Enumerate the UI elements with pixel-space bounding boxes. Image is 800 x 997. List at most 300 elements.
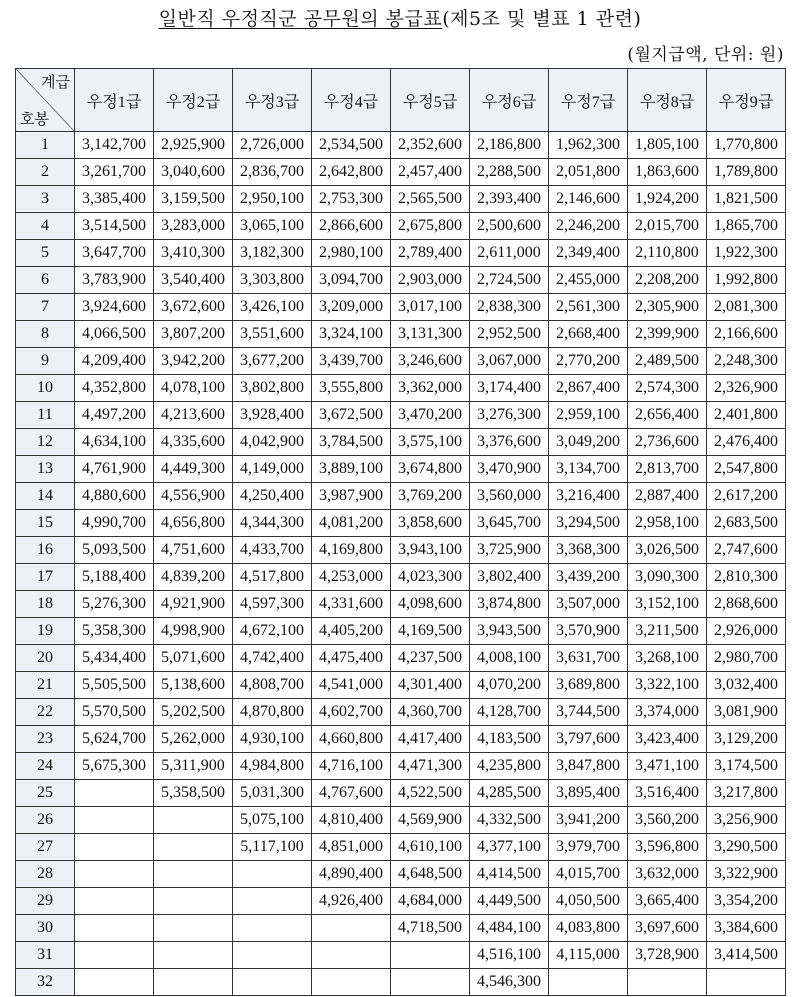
salary-cell: 2,547,800 — [707, 456, 786, 483]
corner-header — [16, 69, 75, 132]
salary-cell: 3,570,900 — [549, 618, 628, 645]
salary-cell: 2,305,900 — [628, 294, 707, 321]
salary-cell: 2,561,300 — [549, 294, 628, 321]
table-row — [16, 699, 786, 726]
table-row — [16, 888, 786, 915]
salary-cell: 2,675,800 — [391, 213, 470, 240]
salary-cell: 3,943,100 — [391, 537, 470, 564]
salary-cell: 3,784,500 — [312, 429, 391, 456]
salary-cell: 2,726,000 — [233, 132, 312, 159]
corner-grade-label: 계급 — [41, 75, 70, 91]
salary-cell: 3,423,400 — [628, 726, 707, 753]
salary-cell: 3,426,100 — [233, 294, 312, 321]
salary-cell: 2,489,500 — [628, 348, 707, 375]
table-row — [16, 510, 786, 537]
salary-cell: 2,980,100 — [312, 240, 391, 267]
salary-cell: 4,115,000 — [549, 942, 628, 969]
column-header: 우정3급 — [233, 69, 312, 132]
salary-cell: 3,017,100 — [391, 294, 470, 321]
salary-cell: 3,362,000 — [391, 375, 470, 402]
salary-cell: 3,928,400 — [233, 402, 312, 429]
salary-cell: 4,660,800 — [312, 726, 391, 753]
salary-cell — [75, 834, 154, 861]
table-row — [16, 753, 786, 780]
salary-cell: 2,457,400 — [391, 159, 470, 186]
salary-cell: 4,285,500 — [470, 780, 549, 807]
salary-cell: 3,943,500 — [470, 618, 549, 645]
salary-cell: 3,575,100 — [391, 429, 470, 456]
salary-cell: 4,335,600 — [154, 429, 233, 456]
step-cell: 7 — [16, 294, 75, 321]
salary-cell: 4,042,900 — [233, 429, 312, 456]
salary-cell — [154, 942, 233, 969]
table-row — [16, 564, 786, 591]
salary-cell: 4,716,100 — [312, 753, 391, 780]
salary-cell: 1,805,100 — [628, 132, 707, 159]
salary-cell: 2,980,700 — [707, 645, 786, 672]
salary-cell: 2,399,900 — [628, 321, 707, 348]
salary-cell: 4,597,300 — [233, 591, 312, 618]
salary-cell: 2,868,600 — [707, 591, 786, 618]
salary-cell: 4,301,400 — [391, 672, 470, 699]
table-row — [16, 942, 786, 969]
step-cell: 4 — [16, 213, 75, 240]
salary-cell: 3,374,000 — [628, 699, 707, 726]
salary-cell: 3,414,500 — [707, 942, 786, 969]
salary-cell: 2,208,200 — [628, 267, 707, 294]
table-row — [16, 456, 786, 483]
table-row — [16, 402, 786, 429]
salary-cell: 3,560,000 — [470, 483, 549, 510]
salary-cell: 4,169,800 — [312, 537, 391, 564]
salary-cell: 5,624,700 — [75, 726, 154, 753]
salary-cell: 3,385,400 — [75, 186, 154, 213]
salary-cell: 5,031,300 — [233, 780, 312, 807]
salary-cell — [154, 861, 233, 888]
salary-cell: 4,405,200 — [312, 618, 391, 645]
salary-cell: 4,414,500 — [470, 861, 549, 888]
salary-cell — [312, 915, 391, 942]
salary-cell: 4,169,500 — [391, 618, 470, 645]
salary-cell: 4,810,400 — [312, 807, 391, 834]
salary-cell: 4,516,100 — [470, 942, 549, 969]
salary-cell: 3,674,800 — [391, 456, 470, 483]
salary-cell: 5,093,500 — [75, 537, 154, 564]
table-row — [16, 375, 786, 402]
salary-cell: 2,952,500 — [470, 321, 549, 348]
salary-cell: 3,987,900 — [312, 483, 391, 510]
step-cell: 25 — [16, 780, 75, 807]
salary-cell: 2,810,300 — [707, 564, 786, 591]
salary-cell: 4,008,100 — [470, 645, 549, 672]
salary-cell: 3,858,600 — [391, 510, 470, 537]
salary-cell — [233, 915, 312, 942]
salary-cell: 1,770,800 — [707, 132, 786, 159]
table-row — [16, 618, 786, 645]
salary-cell: 3,769,200 — [391, 483, 470, 510]
salary-cell: 3,368,300 — [549, 537, 628, 564]
salary-cell: 4,808,700 — [233, 672, 312, 699]
salary-cell: 4,253,000 — [312, 564, 391, 591]
salary-cell: 3,941,200 — [549, 807, 628, 834]
salary-cell: 3,596,800 — [628, 834, 707, 861]
salary-cell: 4,237,500 — [391, 645, 470, 672]
salary-cell — [312, 942, 391, 969]
salary-cell: 4,083,800 — [549, 915, 628, 942]
salary-cell: 1,922,300 — [707, 240, 786, 267]
salary-cell: 1,863,600 — [628, 159, 707, 186]
salary-cell: 1,992,800 — [707, 267, 786, 294]
salary-cell: 5,311,900 — [154, 753, 233, 780]
salary-cell: 3,134,700 — [549, 456, 628, 483]
salary-cell: 3,540,400 — [154, 267, 233, 294]
salary-cell: 4,610,100 — [391, 834, 470, 861]
salary-cell: 4,851,000 — [312, 834, 391, 861]
salary-cell: 4,050,500 — [549, 888, 628, 915]
salary-cell: 3,142,700 — [75, 132, 154, 159]
salary-cell — [75, 807, 154, 834]
salary-cell: 5,358,300 — [75, 618, 154, 645]
salary-cell: 2,393,400 — [470, 186, 549, 213]
table-row — [16, 591, 786, 618]
salary-cell: 3,689,800 — [549, 672, 628, 699]
column-header: 우정9급 — [707, 69, 786, 132]
salary-cell — [154, 888, 233, 915]
salary-cell: 4,015,700 — [549, 861, 628, 888]
salary-cell: 3,507,000 — [549, 591, 628, 618]
salary-cell: 5,570,500 — [75, 699, 154, 726]
salary-cell: 3,665,400 — [628, 888, 707, 915]
salary-cell: 2,051,800 — [549, 159, 628, 186]
salary-cell: 3,672,500 — [312, 402, 391, 429]
salary-cell: 4,546,300 — [470, 969, 549, 996]
salary-cell: 3,067,000 — [470, 348, 549, 375]
table-row — [16, 807, 786, 834]
salary-cell: 5,675,300 — [75, 753, 154, 780]
salary-cell: 3,283,000 — [154, 213, 233, 240]
salary-cell — [75, 942, 154, 969]
corner-step-label: 호봉 — [20, 112, 49, 128]
step-cell: 18 — [16, 591, 75, 618]
salary-cell: 4,377,100 — [470, 834, 549, 861]
salary-cell: 2,753,300 — [312, 186, 391, 213]
salary-cell: 5,075,100 — [233, 807, 312, 834]
salary-cell: 4,751,600 — [154, 537, 233, 564]
step-cell: 9 — [16, 348, 75, 375]
salary-cell: 3,631,700 — [549, 645, 628, 672]
salary-cell: 3,261,700 — [75, 159, 154, 186]
step-cell: 29 — [16, 888, 75, 915]
salary-cell: 2,146,600 — [549, 186, 628, 213]
salary-cell: 3,514,500 — [75, 213, 154, 240]
salary-cell: 4,880,600 — [75, 483, 154, 510]
salary-cell: 2,903,000 — [391, 267, 470, 294]
salary-cell — [233, 888, 312, 915]
salary-cell: 2,724,500 — [470, 267, 549, 294]
salary-cell: 2,867,400 — [549, 375, 628, 402]
salary-cell: 5,358,500 — [154, 780, 233, 807]
salary-cell: 3,728,900 — [628, 942, 707, 969]
step-cell: 26 — [16, 807, 75, 834]
salary-cell — [233, 861, 312, 888]
salary-cell: 3,129,200 — [707, 726, 786, 753]
salary-cell: 4,209,400 — [75, 348, 154, 375]
salary-cell: 2,611,000 — [470, 240, 549, 267]
salary-cell — [75, 969, 154, 996]
salary-cell: 3,889,100 — [312, 456, 391, 483]
salary-cell: 2,186,800 — [470, 132, 549, 159]
salary-cell: 4,070,200 — [470, 672, 549, 699]
salary-cell: 2,326,900 — [707, 375, 786, 402]
salary-cell: 2,866,600 — [312, 213, 391, 240]
salary-cell: 4,522,500 — [391, 780, 470, 807]
salary-cell — [391, 969, 470, 996]
salary-cell: 3,322,100 — [628, 672, 707, 699]
salary-cell: 4,128,700 — [470, 699, 549, 726]
salary-cell: 4,648,500 — [391, 861, 470, 888]
salary-cell: 4,497,200 — [75, 402, 154, 429]
salary-cell: 4,718,500 — [391, 915, 470, 942]
salary-cell: 2,500,600 — [470, 213, 549, 240]
salary-cell: 3,276,300 — [470, 402, 549, 429]
salary-cell: 3,439,200 — [549, 564, 628, 591]
salary-cell: 3,384,600 — [707, 915, 786, 942]
salary-cell: 2,736,600 — [628, 429, 707, 456]
salary-cell: 4,990,700 — [75, 510, 154, 537]
salary-cell — [75, 861, 154, 888]
salary-cell: 4,742,400 — [233, 645, 312, 672]
salary-cell: 3,217,800 — [707, 780, 786, 807]
unit-note: (월지급액, 단위: 원) — [627, 45, 784, 65]
step-cell: 8 — [16, 321, 75, 348]
salary-cell: 4,352,800 — [75, 375, 154, 402]
salary-cell: 4,066,500 — [75, 321, 154, 348]
salary-cell: 2,534,500 — [312, 132, 391, 159]
table-row — [16, 213, 786, 240]
table-row — [16, 834, 786, 861]
salary-cell: 2,747,600 — [707, 537, 786, 564]
step-cell: 23 — [16, 726, 75, 753]
salary-cell: 2,836,700 — [233, 159, 312, 186]
table-row — [16, 321, 786, 348]
salary-cell: 3,895,400 — [549, 780, 628, 807]
salary-cell: 2,813,700 — [628, 456, 707, 483]
salary-cell: 5,434,400 — [75, 645, 154, 672]
salary-cell: 4,926,400 — [312, 888, 391, 915]
salary-cell: 2,248,300 — [707, 348, 786, 375]
salary-cell: 2,476,400 — [707, 429, 786, 456]
salary-cell: 4,998,900 — [154, 618, 233, 645]
salary-cell: 4,449,300 — [154, 456, 233, 483]
salary-cell: 3,470,200 — [391, 402, 470, 429]
table-row — [16, 726, 786, 753]
salary-cell: 4,433,700 — [233, 537, 312, 564]
salary-cell: 3,049,200 — [549, 429, 628, 456]
salary-cell: 3,410,300 — [154, 240, 233, 267]
salary-cell: 2,246,200 — [549, 213, 628, 240]
salary-cell: 2,565,500 — [391, 186, 470, 213]
salary-cell: 4,235,800 — [470, 753, 549, 780]
salary-cell: 4,250,400 — [233, 483, 312, 510]
salary-cell: 3,677,200 — [233, 348, 312, 375]
salary-cell: 4,517,800 — [233, 564, 312, 591]
salary-cell: 3,182,300 — [233, 240, 312, 267]
salary-cell: 4,475,400 — [312, 645, 391, 672]
salary-cell — [628, 969, 707, 996]
table-row — [16, 429, 786, 456]
salary-cell: 4,672,100 — [233, 618, 312, 645]
salary-table — [15, 68, 786, 996]
salary-cell — [549, 969, 628, 996]
salary-cell: 3,672,600 — [154, 294, 233, 321]
step-cell: 17 — [16, 564, 75, 591]
salary-cell: 4,360,700 — [391, 699, 470, 726]
salary-cell: 1,821,500 — [707, 186, 786, 213]
salary-cell: 3,174,500 — [707, 753, 786, 780]
salary-cell: 3,807,200 — [154, 321, 233, 348]
salary-cell: 3,211,500 — [628, 618, 707, 645]
table-row — [16, 240, 786, 267]
salary-cell: 3,324,100 — [312, 321, 391, 348]
salary-cell: 3,645,700 — [470, 510, 549, 537]
salary-cell: 2,642,800 — [312, 159, 391, 186]
column-header: 우정7급 — [549, 69, 628, 132]
salary-cell: 3,090,300 — [628, 564, 707, 591]
step-cell: 10 — [16, 375, 75, 402]
salary-cell: 3,322,900 — [707, 861, 786, 888]
title-suffix: (제5조 및 별표 1 관련) — [442, 8, 642, 30]
table-row — [16, 537, 786, 564]
table-row — [16, 969, 786, 996]
salary-cell: 4,569,900 — [391, 807, 470, 834]
step-cell: 2 — [16, 159, 75, 186]
salary-cell: 3,874,800 — [470, 591, 549, 618]
step-cell: 31 — [16, 942, 75, 969]
salary-cell: 3,560,200 — [628, 807, 707, 834]
salary-cell: 3,065,100 — [233, 213, 312, 240]
salary-cell: 2,574,300 — [628, 375, 707, 402]
table-row — [16, 348, 786, 375]
salary-cell: 4,417,400 — [391, 726, 470, 753]
salary-cell: 2,349,400 — [549, 240, 628, 267]
step-cell: 15 — [16, 510, 75, 537]
salary-cell: 4,839,200 — [154, 564, 233, 591]
table-row — [16, 483, 786, 510]
step-cell: 6 — [16, 267, 75, 294]
document-title — [0, 4, 800, 31]
salary-cell: 3,216,400 — [549, 483, 628, 510]
salary-cell: 3,471,100 — [628, 753, 707, 780]
salary-cell: 3,439,700 — [312, 348, 391, 375]
step-cell: 14 — [16, 483, 75, 510]
table-row — [16, 267, 786, 294]
salary-cell: 4,634,100 — [75, 429, 154, 456]
salary-cell: 2,656,400 — [628, 402, 707, 429]
salary-cell — [391, 942, 470, 969]
salary-cell — [233, 969, 312, 996]
salary-cell: 5,262,000 — [154, 726, 233, 753]
salary-cell: 4,984,800 — [233, 753, 312, 780]
salary-cell: 2,015,700 — [628, 213, 707, 240]
table-body — [16, 132, 786, 996]
salary-cell: 4,213,600 — [154, 402, 233, 429]
salary-cell: 2,925,900 — [154, 132, 233, 159]
salary-cell: 4,098,600 — [391, 591, 470, 618]
salary-cell — [154, 834, 233, 861]
salary-cell: 2,789,400 — [391, 240, 470, 267]
salary-cell: 4,870,800 — [233, 699, 312, 726]
step-cell: 5 — [16, 240, 75, 267]
salary-cell: 3,744,500 — [549, 699, 628, 726]
salary-cell: 2,081,300 — [707, 294, 786, 321]
salary-cell: 4,344,300 — [233, 510, 312, 537]
salary-cell: 3,209,000 — [312, 294, 391, 321]
salary-cell: 3,246,600 — [391, 348, 470, 375]
salary-cell — [154, 915, 233, 942]
salary-cell: 3,797,600 — [549, 726, 628, 753]
salary-cell: 3,632,000 — [628, 861, 707, 888]
salary-cell: 3,152,100 — [628, 591, 707, 618]
salary-cell: 3,032,400 — [707, 672, 786, 699]
salary-cell: 3,159,500 — [154, 186, 233, 213]
salary-cell: 3,802,800 — [233, 375, 312, 402]
salary-cell: 4,921,900 — [154, 591, 233, 618]
table-row — [16, 294, 786, 321]
salary-cell: 3,040,600 — [154, 159, 233, 186]
salary-cell — [154, 969, 233, 996]
salary-cell: 4,471,300 — [391, 753, 470, 780]
salary-cell: 2,455,000 — [549, 267, 628, 294]
salary-cell: 4,684,000 — [391, 888, 470, 915]
salary-cell — [75, 888, 154, 915]
salary-cell — [75, 780, 154, 807]
step-cell: 1 — [16, 132, 75, 159]
salary-cell: 3,470,900 — [470, 456, 549, 483]
salary-cell: 3,697,600 — [628, 915, 707, 942]
column-header: 우정6급 — [470, 69, 549, 132]
step-cell: 12 — [16, 429, 75, 456]
table-row — [16, 645, 786, 672]
salary-cell: 3,290,500 — [707, 834, 786, 861]
salary-cell: 2,958,100 — [628, 510, 707, 537]
salary-cell: 4,023,300 — [391, 564, 470, 591]
salary-cell: 3,647,700 — [75, 240, 154, 267]
salary-cell: 3,802,400 — [470, 564, 549, 591]
salary-cell: 2,288,500 — [470, 159, 549, 186]
salary-cell: 3,354,200 — [707, 888, 786, 915]
salary-cell: 2,617,200 — [707, 483, 786, 510]
salary-cell: 5,202,500 — [154, 699, 233, 726]
salary-cell: 3,303,800 — [233, 267, 312, 294]
salary-cell: 2,166,600 — [707, 321, 786, 348]
salary-cell: 2,683,500 — [707, 510, 786, 537]
salary-cell: 4,484,100 — [470, 915, 549, 942]
salary-cell: 2,401,800 — [707, 402, 786, 429]
salary-cell: 3,551,600 — [233, 321, 312, 348]
salary-cell: 5,138,600 — [154, 672, 233, 699]
column-header: 우정8급 — [628, 69, 707, 132]
step-cell: 32 — [16, 969, 75, 996]
table-row — [16, 132, 786, 159]
salary-cell: 4,761,900 — [75, 456, 154, 483]
salary-cell: 5,505,500 — [75, 672, 154, 699]
table-row — [16, 159, 786, 186]
salary-cell: 3,081,900 — [707, 699, 786, 726]
salary-cell: 3,924,600 — [75, 294, 154, 321]
salary-cell: 3,131,300 — [391, 321, 470, 348]
salary-cell: 1,789,800 — [707, 159, 786, 186]
salary-cell: 4,930,100 — [233, 726, 312, 753]
